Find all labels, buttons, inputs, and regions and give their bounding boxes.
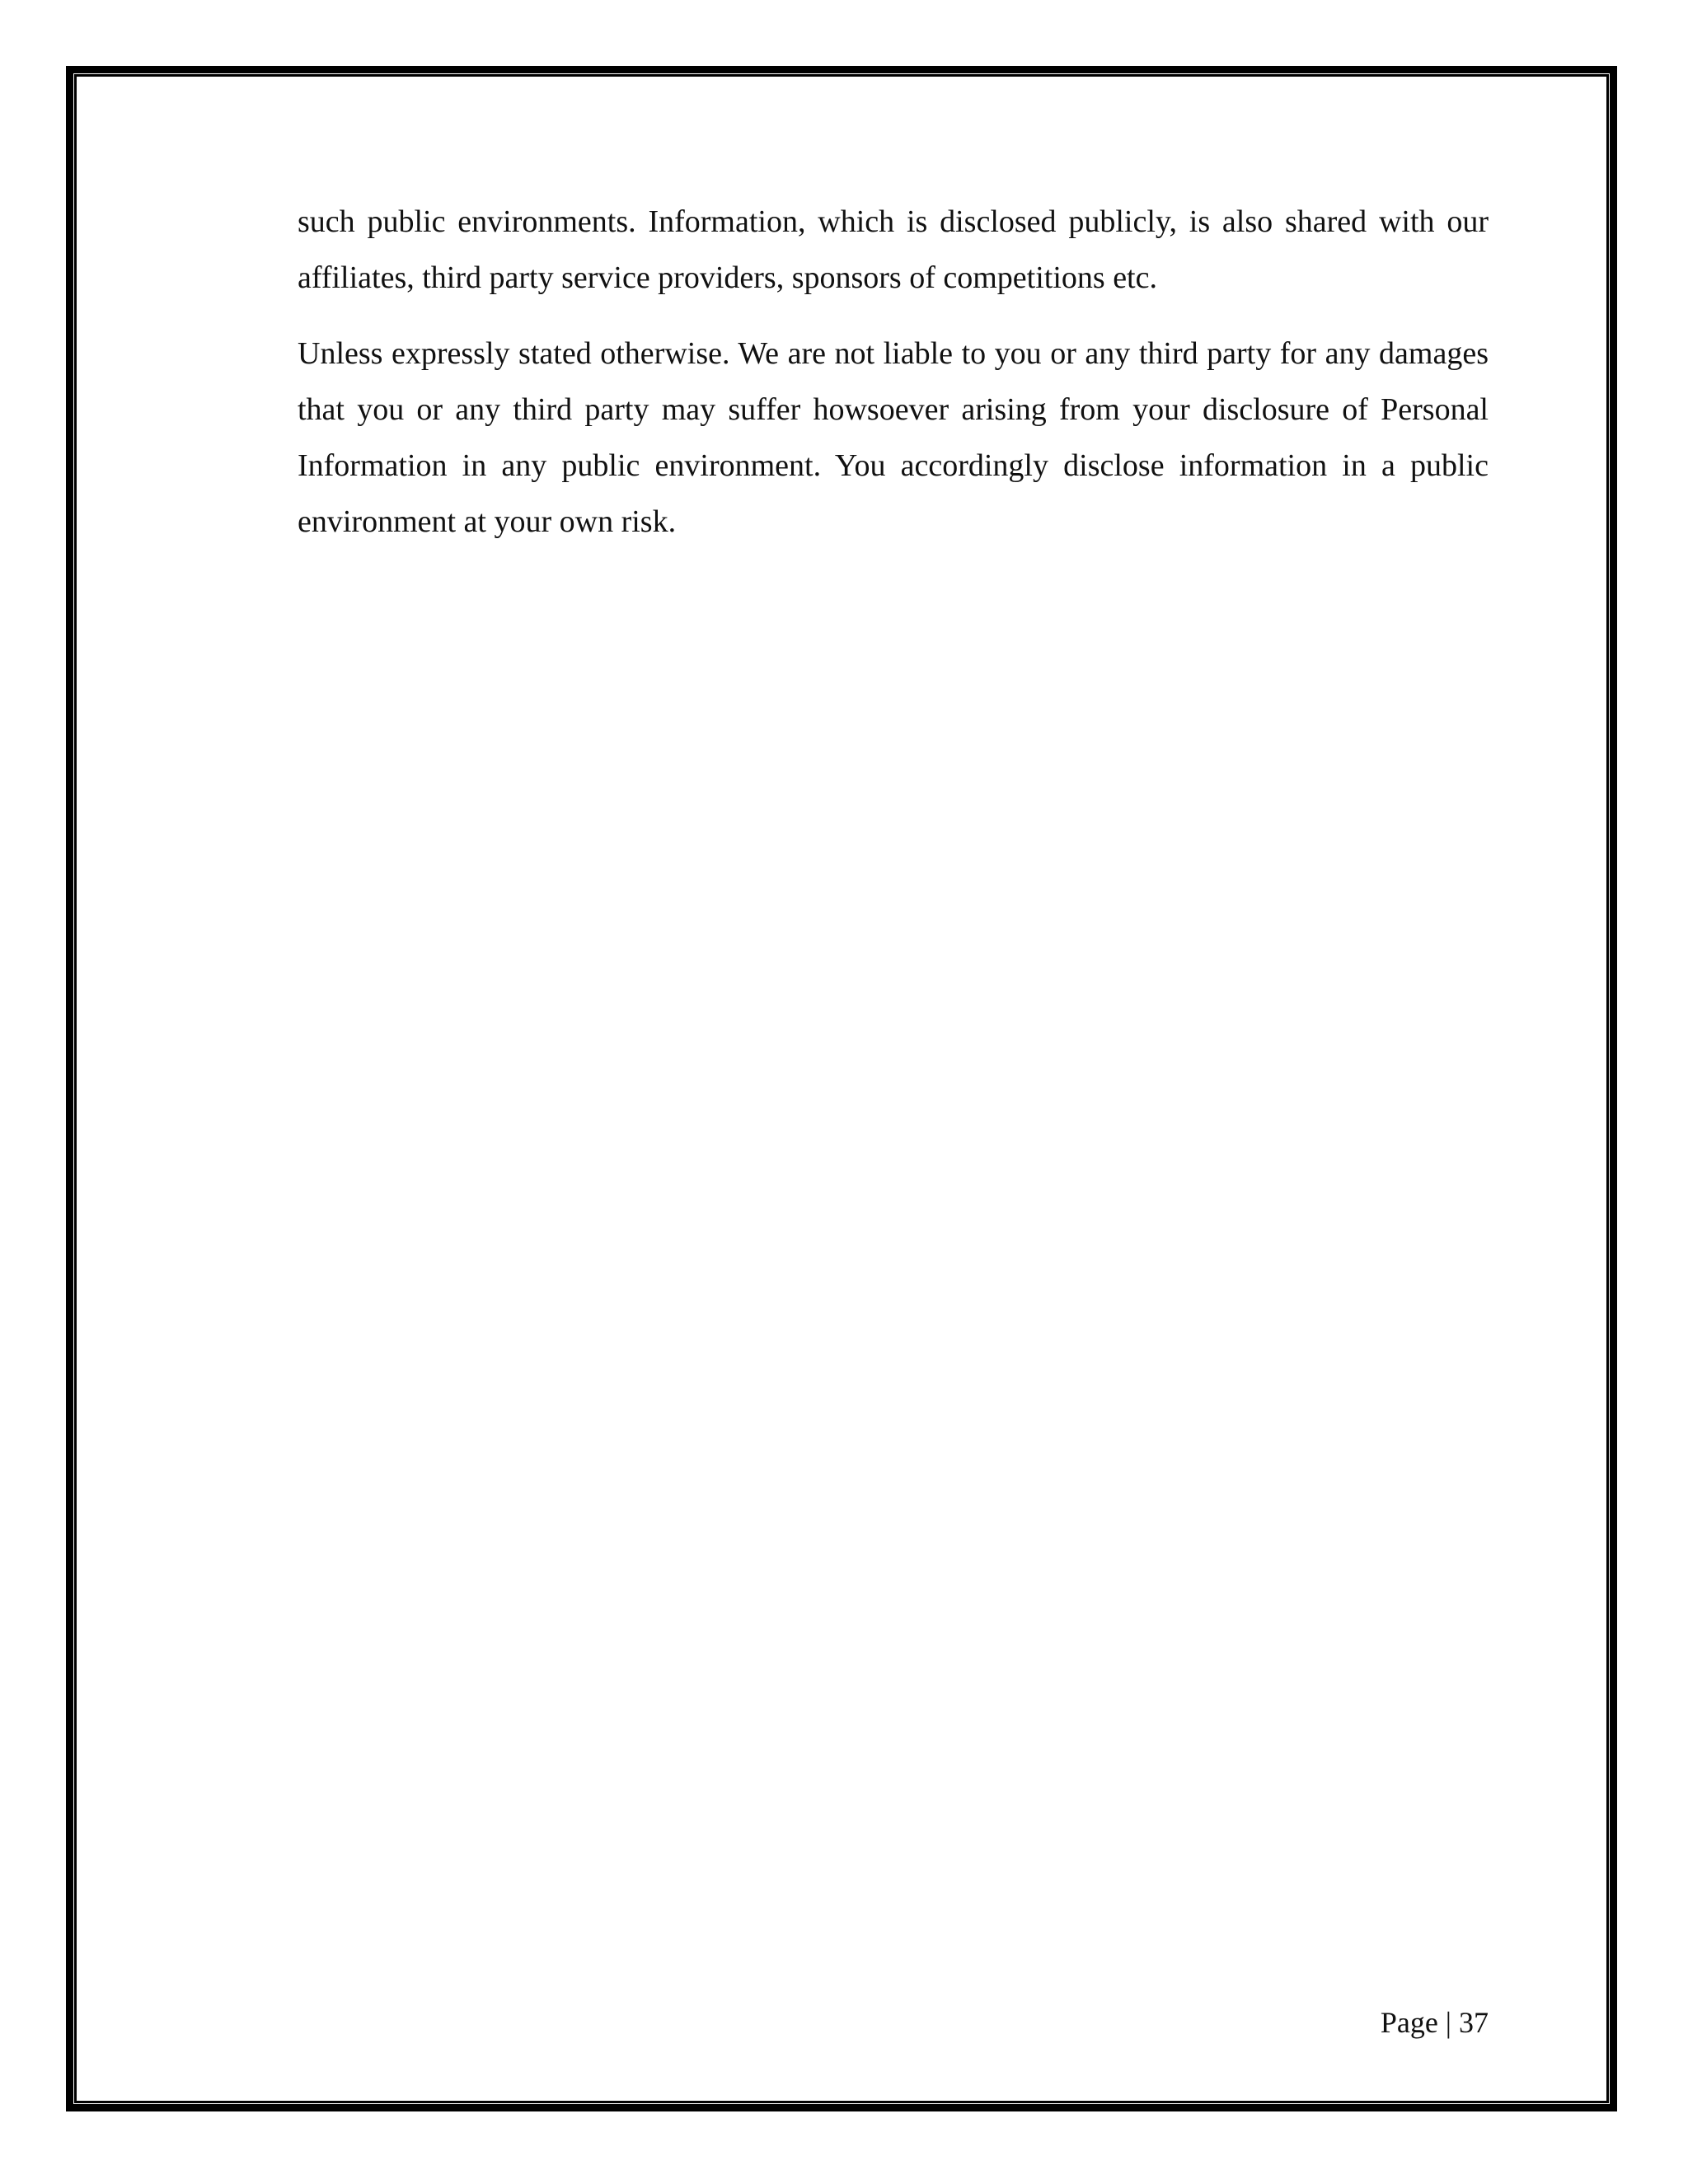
paragraph: Unless expressly stated otherwise. We are not liable to you or any third party for any damages that you or any third party may suffer howsoever arising from your disclosure of Personal Information in any public environment. You accordingly disclose information in a public environment at your own risk. [298,336,1489,539]
paragraph: such public environments. Information, which is disclosed publicly, is also shared with our affiliates, third party service providers, sponsors of competitions etc. [298,204,1489,295]
document-body [298,194,1489,569]
page-number: Page | 37 [1380,2006,1489,2039]
